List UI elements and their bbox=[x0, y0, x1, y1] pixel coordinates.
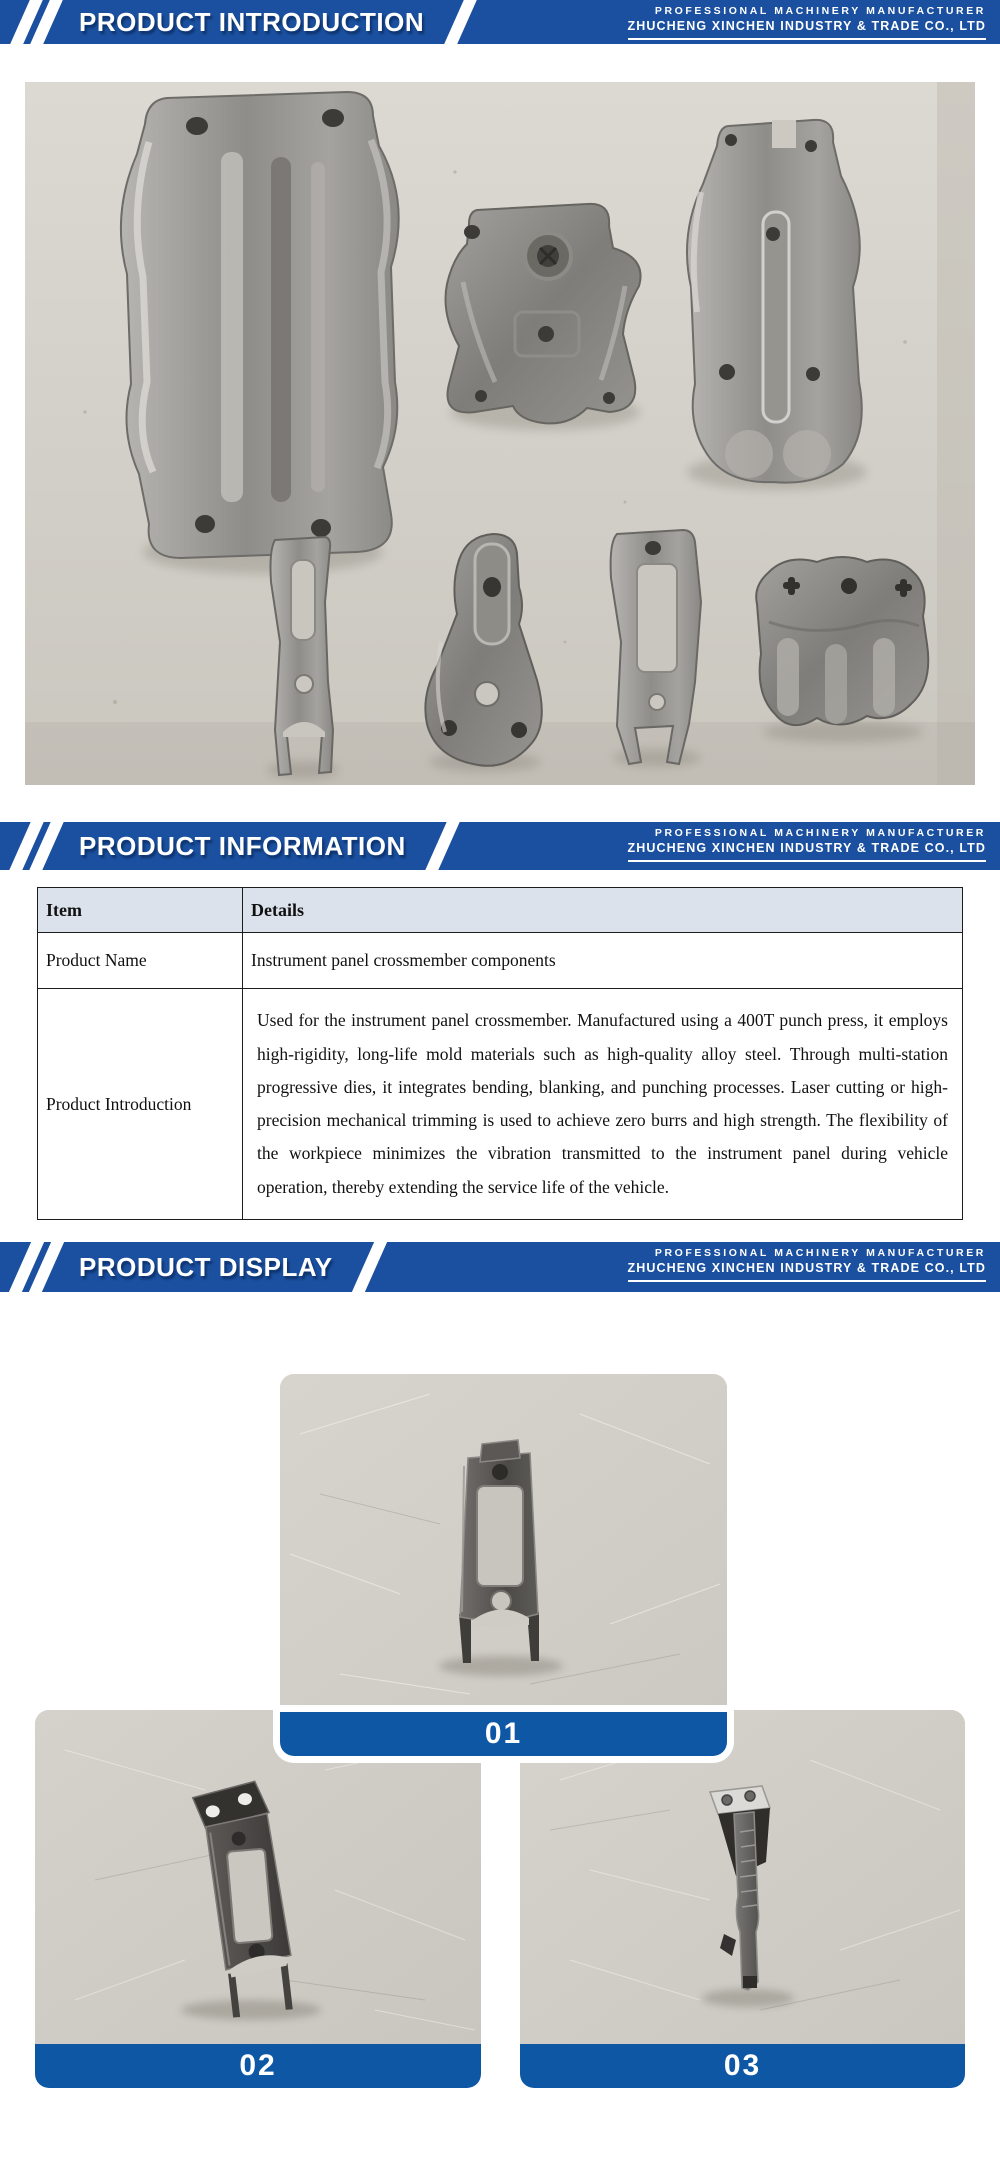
metal-part-middle-bracket bbox=[446, 204, 641, 424]
section-title-information: PRODUCT INFORMATION bbox=[79, 830, 406, 861]
stamped-parts-photo-illustration bbox=[25, 82, 975, 785]
table-header-item: Item bbox=[38, 888, 243, 933]
section-title-display: PRODUCT DISPLAY bbox=[79, 1251, 333, 1282]
brand-tagline: PROFESSIONAL MACHINERY MANUFACTURER bbox=[654, 1247, 986, 1259]
brand-block bbox=[628, 1247, 986, 1282]
product-introduction-value: Used for the instrument panel crossmember. Manufactured using a 400T punch press, it employs high-rigidity, long-life mold materials such as high-quality alloy steel. Through multi-station progressive dies, it integrates bending, blanking, and punching processes. Laser cutting or high-precision mechanical trimming is used to achieve zero burrs and high strength. The flexibility of the workpiece minimizes the vibration transmitted to the instrument panel during vehicle operation, thereby extending the service life of the vehicle. bbox=[243, 989, 963, 1220]
brand-company-name: ZHUCHENG XINCHEN INDUSTRY & TRADE CO., LTD bbox=[627, 1261, 986, 1275]
banner-slash-icon bbox=[438, 0, 484, 44]
display-label-03 bbox=[520, 2044, 965, 2088]
bracket-photo-02-illustration bbox=[35, 1710, 481, 2044]
section-title-introduction: PRODUCT INTRODUCTION bbox=[79, 6, 425, 37]
brand-block bbox=[628, 827, 986, 862]
metal-part-left-plate bbox=[121, 92, 399, 558]
metal-part-corrugated-bracket bbox=[756, 557, 928, 725]
table-header-row bbox=[38, 888, 963, 933]
display-photo-02 bbox=[35, 1710, 481, 2044]
product-name-label: Product Name bbox=[38, 933, 243, 989]
product-introduction-label: Product Introduction bbox=[38, 989, 243, 1220]
display-label-01 bbox=[280, 1712, 727, 1756]
brand-tagline: PROFESSIONAL MACHINERY MANUFACTURER bbox=[654, 827, 986, 839]
banner-slash-icon bbox=[346, 1242, 392, 1292]
table-row-product-name bbox=[38, 933, 963, 989]
section-banner-display bbox=[0, 1242, 1000, 1292]
brand-block bbox=[628, 5, 986, 40]
display-label-02-text: 02 bbox=[239, 2049, 277, 2082]
display-photo-01 bbox=[280, 1374, 727, 1712]
display-label-03-text: 03 bbox=[723, 2049, 762, 2082]
brand-company-name: ZHUCHENG XINCHEN INDUSTRY & TRADE CO., LTD bbox=[627, 19, 986, 33]
section-banner-introduction bbox=[0, 0, 1000, 44]
brand-company-name: ZHUCHENG XINCHEN INDUSTRY & TRADE CO., LTD bbox=[627, 841, 986, 855]
banner-slash-icon bbox=[419, 822, 465, 870]
brand-tagline: PROFESSIONAL MACHINERY MANUFACTURER bbox=[654, 5, 986, 17]
section-banner-information bbox=[0, 822, 1000, 870]
bracket-photo-03-illustration bbox=[520, 1710, 965, 2044]
product-name-value: Instrument panel crossmember components bbox=[243, 933, 963, 989]
display-label-01-text: 01 bbox=[484, 1717, 523, 1750]
display-photo-03 bbox=[520, 1710, 965, 2044]
metal-part-right-plate bbox=[687, 120, 862, 483]
display-label-02 bbox=[35, 2044, 481, 2088]
table-header-details: Details bbox=[243, 888, 963, 933]
bracket-photo-01-illustration bbox=[280, 1374, 727, 1712]
table-row-product-introduction bbox=[38, 989, 963, 1220]
product-info-table bbox=[37, 887, 963, 1220]
main-product-photo bbox=[25, 82, 975, 785]
